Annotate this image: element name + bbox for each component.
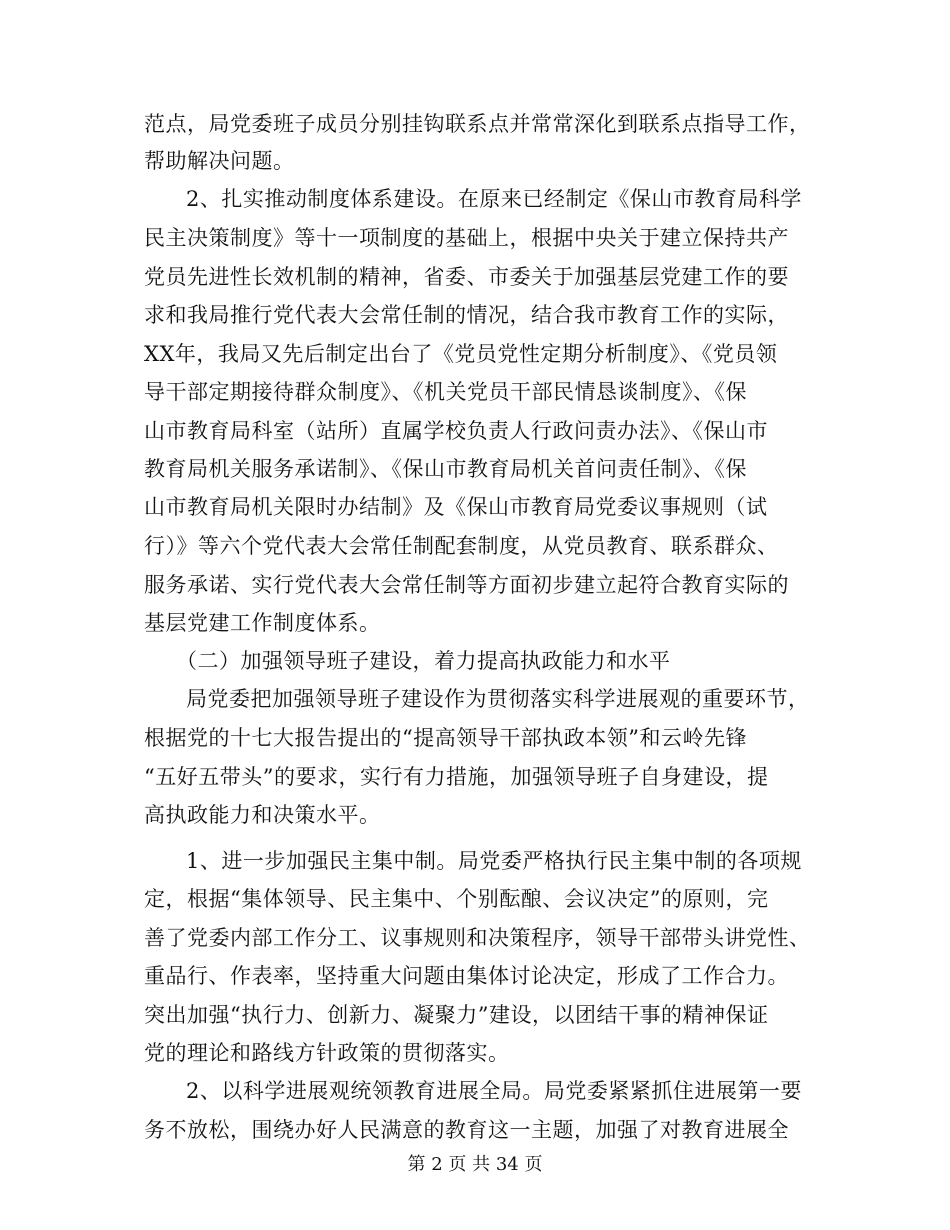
body-text-line: 定，根据“集体领导、民主集中、个别酝酿、会议决定”的原则，完 (144, 887, 769, 911)
body-text-line: XX年，我局又先后制定出台了《党员党性定期分析制度》、《党员领 (144, 342, 778, 366)
body-text-line: 帮助解决问题。 (144, 149, 295, 173)
body-text-line: 局党委把加强领导班子建设作为贯彻落实科学进展观的重要环节， (186, 687, 810, 711)
body-text-line: 2、扎实推动制度体系建设。在原来已经制定《保山市教育局科学 (186, 187, 802, 211)
body-text-line: 求和我局推行党代表大会常任制的情况，结合我市教育工作的实际， (144, 303, 789, 327)
body-text-line: 行）》等六个党代表大会常任制配套制度，从党员教育、联系群众、 (144, 534, 779, 558)
body-text-line: 教育局机关服务承诺制》、《保山市教育局机关首问责任制》、《保 (144, 457, 747, 481)
body-text-line: 服务承诺、实行党代表大会常任制等方面初步建立起符合教育实际的 (144, 573, 789, 597)
body-text-line: 导干部定期接待群众制度》、《机关党员干部民情恳谈制度》、《保 (144, 380, 747, 404)
section-heading: （二）加强领导班子建设，着力提高执政能力和水平 (176, 649, 671, 673)
body-text-line: 范点，局党委班子成员分别挂钩联系点并常常深化到联系点指导工作， (144, 112, 811, 136)
body-text-line: 基层党建工作制度体系。 (144, 611, 381, 635)
body-text-line: 重品行、作表率，坚持重大问题由集体讨论决定，形成了工作合力。 (144, 964, 789, 988)
body-text-line: 务不放松，围绕办好人民满意的教育这一主题，加强了对教育进展全 (144, 1118, 789, 1142)
body-text-line: 山市教育局机关限时办结制》及《保山市教育局党委议事规则（试 (144, 495, 768, 519)
body-text-line: 山市教育局科室（站所）直属学校负责人行政问责办法》、《保山市 (144, 419, 768, 443)
page-number-footer: 第 2 页 共 34 页 (407, 1154, 543, 1175)
body-text-line: 突出加强“执行力、创新力、凝聚力”建设，以团结干事的精神保证 (144, 1003, 769, 1027)
body-text-line: “五好五带头”的要求，实行有力措施，加强领导班子自身建设，提 (144, 765, 769, 789)
body-text-line: 根据党的十七大报告提出的“提高领导干部执政本领”和云岭先锋 (144, 726, 747, 750)
body-text-line: 党的理论和路线方针政策的贯彻落实。 (144, 1041, 510, 1065)
body-text-line: 1、进一步加强民主集中制。局党委严格执行民主集中制的各项规 (186, 849, 802, 873)
body-text-line: 善了党委内部工作分工、议事规则和决策程序，领导干部带头讲党性、 (144, 926, 811, 950)
body-text-line: 民主决策制度》等十一项制度的基础上，根据中央关于建立保持共产 (144, 226, 789, 250)
body-text-line: 高执政能力和决策水平。 (144, 803, 381, 827)
body-text-line: 2、以科学进展观统领教育进展全局。局党委紧紧抓住进展第一要 (186, 1079, 802, 1103)
body-text-line: 党员先进性长效机制的精神，省委、市委关于加强基层党建工作的要 (144, 265, 789, 289)
